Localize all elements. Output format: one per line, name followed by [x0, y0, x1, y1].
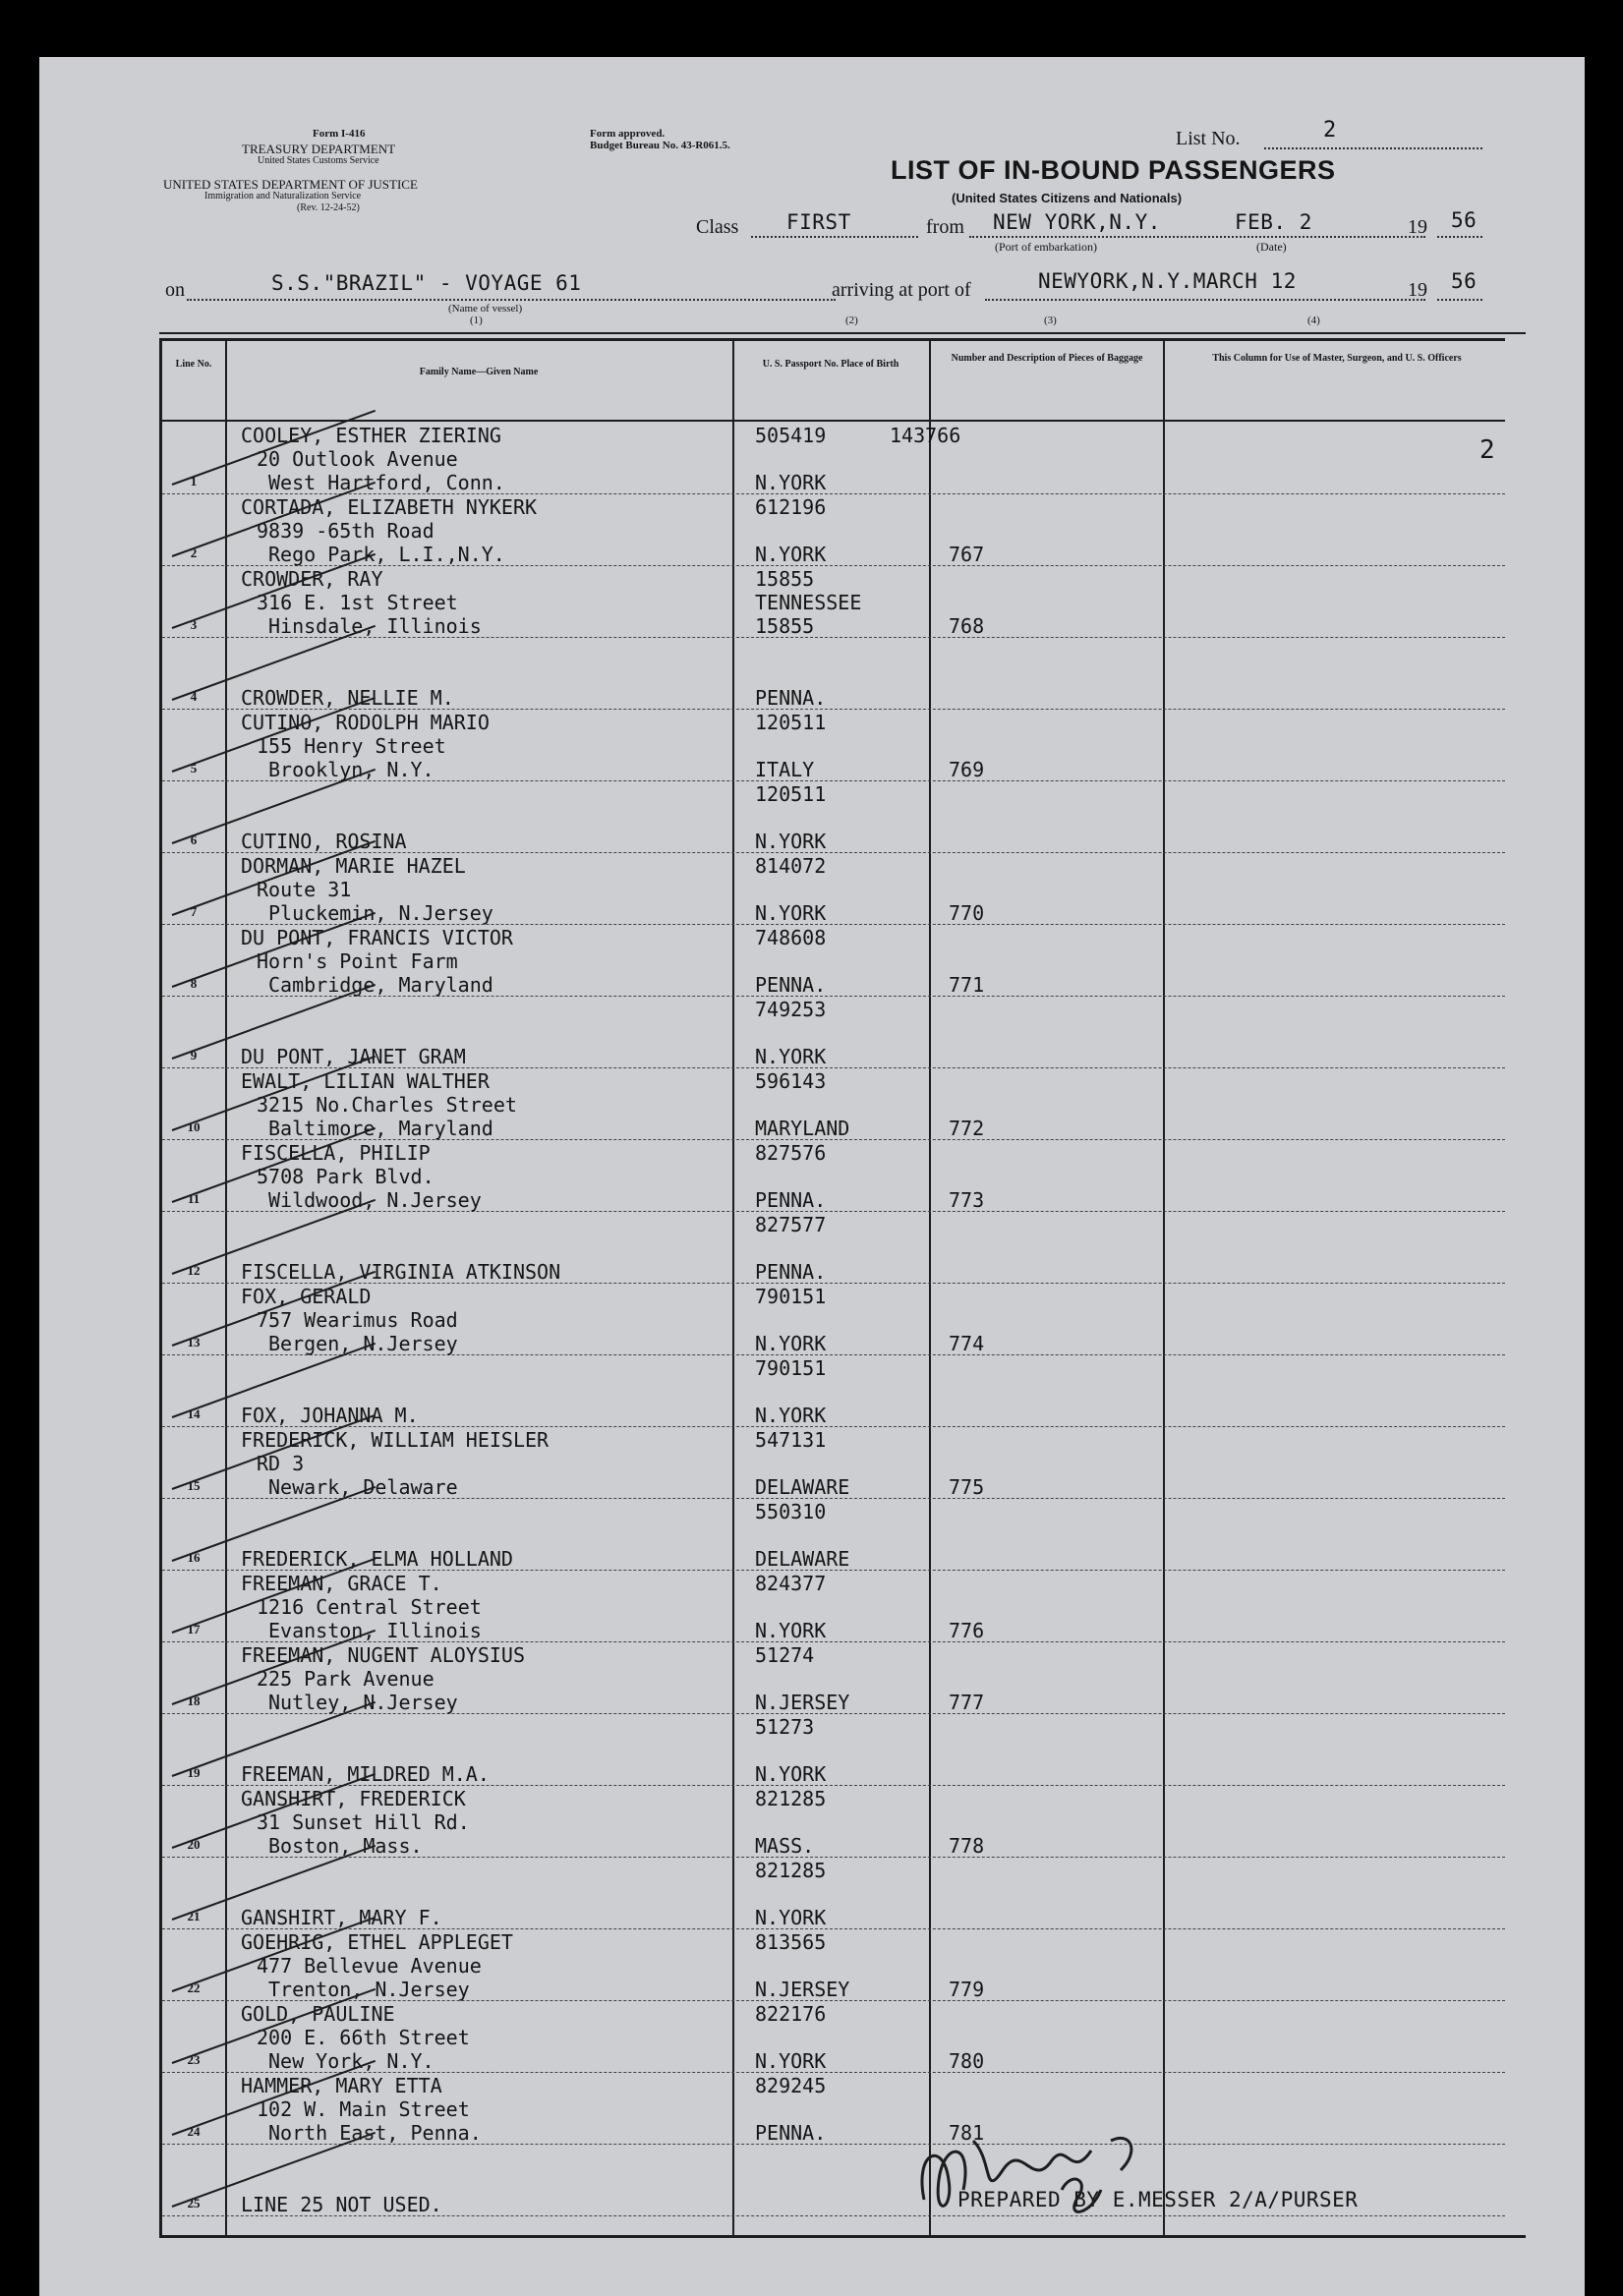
place-of-birth: N.YORK: [755, 1906, 827, 1929]
address-street: 757 Wearimus Road: [257, 1308, 458, 1332]
address-street: 477 Bellevue Avenue: [257, 1954, 482, 1978]
arrival-year: 56: [1451, 269, 1478, 293]
line-number: 20: [187, 1837, 201, 1852]
place-of-birth: N.YORK: [755, 1762, 827, 1786]
place-of-birth: N.YORK: [755, 830, 827, 853]
passport-number: 505419: [755, 424, 827, 447]
passenger-table: [159, 338, 1505, 2238]
address-street: 1216 Central Street: [257, 1595, 482, 1619]
baggage-number: 776: [949, 1619, 985, 1642]
table-row: [162, 1713, 1505, 1786]
address-street: 3215 No.Charles Street: [257, 1093, 517, 1117]
address-city: FISCELLA, VIRGINIA ATKINSON: [241, 1260, 561, 1284]
address-city: New York, N.Y.: [268, 2049, 435, 2073]
passport-number: 547131: [755, 1428, 827, 1452]
passenger-name: CROWDER, RAY: [241, 567, 383, 591]
address-street: 316 E. 1st Street: [257, 591, 458, 614]
list-no-value: 2: [1323, 118, 1337, 143]
place-of-birth: DELAWARE: [755, 1547, 850, 1571]
line-number: 23: [187, 2052, 201, 2067]
place-of-birth: N.JERSEY: [755, 1978, 850, 2001]
address-city: FOX, JOHANNA M.: [241, 1404, 419, 1427]
manifest-sheet: [39, 57, 1585, 2296]
col-num-2: (2): [845, 315, 858, 326]
address-street: 5708 Park Blvd.: [257, 1165, 435, 1188]
passenger-name: DU PONT, FRANCIS VICTOR: [241, 926, 513, 949]
arriving-label: arriving at port of: [832, 279, 971, 301]
arrival-value: NEWYORK,N.Y.MARCH 12: [1038, 269, 1297, 293]
place-of-birth: PENNA.: [755, 2121, 827, 2145]
passport-number: 120511: [755, 782, 827, 806]
place-of-birth: N.YORK: [755, 543, 827, 566]
table-row: [162, 1139, 1505, 1212]
place-of-birth: N.YORK: [755, 1619, 827, 1642]
place-of-birth: N.YORK: [755, 901, 827, 925]
table-row: [162, 1641, 1505, 1714]
address-street: 102 W. Main Street: [257, 2097, 470, 2121]
address-street: Route 31: [257, 878, 352, 901]
place-of-birth: PENNA.: [755, 686, 827, 710]
list-subtitle: (United States Citizens and Nationals): [952, 191, 1183, 205]
address-city: North East, Penna.: [268, 2121, 482, 2145]
address-city: CUTINO, ROSINA: [241, 830, 407, 853]
baggage-number: 769: [949, 758, 985, 781]
place-of-birth: N.YORK: [755, 1332, 827, 1355]
address-city: Brooklyn, N.Y.: [268, 758, 435, 781]
passport-number: 821285: [755, 1787, 827, 1810]
arrival-year-prefix: 19: [1408, 279, 1427, 301]
passport-number: 790151: [755, 1285, 827, 1308]
table-row: [162, 852, 1505, 925]
address-city: CROWDER, NELLIE M.: [241, 686, 454, 710]
table-row: [162, 1570, 1505, 1642]
table-row: [162, 1928, 1505, 2001]
address-street: RD 3: [257, 1452, 305, 1475]
passenger-name: CORTADA, ELIZABETH NYKERK: [241, 495, 538, 519]
from-year: 56: [1451, 208, 1478, 232]
line-number: 24: [187, 2124, 201, 2139]
address-city: Trenton, N.Jersey: [268, 1978, 470, 2001]
line-number: 19: [187, 1765, 201, 1780]
line-number: 2: [190, 545, 198, 560]
table-row: [162, 780, 1505, 853]
class-label: Class: [696, 216, 739, 238]
baggage-number: 143766: [890, 424, 961, 447]
table-row: [162, 2072, 1505, 2145]
baggage-number: 774: [949, 1332, 985, 1355]
top-rule: [159, 332, 1526, 334]
baggage-number: 781: [949, 2121, 985, 2145]
line-number: 9: [190, 1048, 198, 1062]
address-city: West Hartford, Conn.: [268, 471, 505, 494]
line-number: 12: [187, 1263, 201, 1278]
table-row: [162, 1283, 1505, 1355]
line-number: 25: [187, 2196, 201, 2210]
table-row: [162, 924, 1505, 997]
table-row: [162, 422, 1505, 494]
passport-number: 829245: [755, 2074, 827, 2097]
bottom-rule: [159, 2235, 1526, 2238]
line-number: 21: [187, 1909, 201, 1923]
address-street: Horn's Point Farm: [257, 949, 458, 973]
form-number: Form I-416: [313, 128, 366, 140]
address-city: Evanston, Illinois: [268, 1619, 482, 1642]
table-row: [162, 1785, 1505, 1858]
place-of-birth: N.YORK: [755, 1045, 827, 1068]
passenger-name: DORMAN, MARIE HAZEL: [241, 854, 466, 878]
from-value: NEW YORK,N.Y.: [993, 210, 1161, 234]
passenger-name: CUTINO, RODOLPH MARIO: [241, 711, 490, 734]
header-officers: This Column for Use of Master, Surgeon, and U. S. Officers: [1212, 353, 1462, 364]
list-no-line: [1264, 147, 1482, 149]
address-city: GANSHIRT, MARY F.: [241, 1906, 442, 1929]
signature-scribble: [904, 2082, 1199, 2229]
passport-number: 827577: [755, 1213, 827, 1236]
passport-number: 596143: [755, 1069, 827, 1093]
place-of-birth: DELAWARE: [755, 1475, 850, 1499]
line-number: 16: [187, 1550, 201, 1565]
table-row: [162, 1857, 1505, 1929]
table-row: [162, 996, 1505, 1068]
baggage-number: 773: [949, 1188, 985, 1212]
passport-number: 814072: [755, 854, 827, 878]
passenger-name: GOEHRIG, ETHEL APPLEGET: [241, 1930, 513, 1954]
vessel-caption: (Name of vessel): [448, 303, 523, 315]
address-city: Hinsdale, Illinois: [268, 614, 482, 638]
passport-number: 550310: [755, 1500, 827, 1523]
address-city: FREDERICK, ELMA HOLLAND: [241, 1547, 513, 1571]
place-of-birth: 15855: [755, 614, 815, 638]
table-row: [162, 493, 1505, 566]
line-number: 22: [187, 1980, 201, 1995]
col-num-4: (4): [1307, 315, 1320, 326]
table-row: [162, 637, 1505, 710]
passenger-name: FISCELLA, PHILIP: [241, 1141, 431, 1165]
address-city: DU PONT, JANET GRAM: [241, 1045, 466, 1068]
passport-number: TENNESSEE: [755, 591, 862, 614]
passenger-name: FREEMAN, NUGENT ALOYSIUS: [241, 1643, 525, 1667]
customs-service: United States Customs Service: [258, 155, 379, 166]
address-street: 9839 -65th Road: [257, 519, 435, 543]
passport-number: 822176: [755, 2002, 827, 2026]
from-year-prefix: 19: [1408, 216, 1427, 238]
baggage-number: 778: [949, 1834, 985, 1858]
address-city: Pluckemin, N.Jersey: [268, 901, 493, 925]
class-value: FIRST: [786, 210, 851, 234]
line-number: 17: [187, 1622, 201, 1636]
place-of-birth: N.YORK: [755, 2049, 827, 2073]
baggage-number: 767: [949, 543, 985, 566]
port-embark-caption: (Port of embarkation): [995, 240, 1097, 254]
list-title: LIST OF IN-BOUND PASSENGERS: [891, 155, 1336, 185]
address-city: Cambridge, Maryland: [268, 973, 493, 997]
on-label: on: [165, 279, 185, 301]
address-street: 200 E. 66th Street: [257, 2026, 470, 2049]
address-city: Rego Park, L.I.,N.Y.: [268, 543, 505, 566]
baggage-number: 775: [949, 1475, 985, 1499]
line-number: 13: [187, 1335, 201, 1349]
line-number: 14: [187, 1406, 201, 1421]
address-city: Nutley, N.Jersey: [268, 1691, 458, 1714]
line-number: 8: [190, 976, 198, 991]
line-number: 15: [187, 1478, 201, 1493]
from-line: [969, 236, 1425, 238]
place-of-birth: MARYLAND: [755, 1117, 850, 1140]
passenger-name: FREDERICK, WILLIAM HEISLER: [241, 1428, 550, 1452]
budget-bureau: Budget Bureau No. 43-R061.5.: [590, 140, 730, 151]
address-city: LINE 25 NOT USED.: [241, 2193, 442, 2216]
place-of-birth: MASS.: [755, 1834, 815, 1858]
from-year-line: [1437, 236, 1482, 238]
table-row: [162, 1211, 1505, 1284]
header-passport: U. S. Passport No. Place of Birth: [762, 359, 899, 370]
baggage-number: 770: [949, 901, 985, 925]
passport-number: 51273: [755, 1715, 815, 1739]
address-street: 225 Park Avenue: [257, 1667, 435, 1691]
prepared-by: PREPARED BY E.MESSER 2/A/PURSER: [957, 2188, 1359, 2211]
line-number: 11: [187, 1191, 201, 1206]
passenger-name: FOX, GERALD: [241, 1285, 372, 1308]
passenger-name: FREEMAN, GRACE T.: [241, 1572, 442, 1595]
justice-dept: UNITED STATES DEPARTMENT OF JUSTICE: [163, 177, 418, 192]
header-baggage: Number and Description of Pieces of Baggage: [951, 353, 1143, 364]
form-revision: (Rev. 12-24-52): [297, 202, 360, 213]
address-city: Newark, Delaware: [268, 1475, 458, 1499]
date-caption: (Date): [1256, 240, 1287, 254]
address-city: FREEMAN, MILDRED M.A.: [241, 1762, 490, 1786]
place-of-birth: PENNA.: [755, 1260, 827, 1284]
vessel-name: S.S."BRAZIL" - VOYAGE 61: [271, 271, 582, 295]
col-num-3: (3): [1044, 315, 1057, 326]
passport-number: 821285: [755, 1859, 827, 1882]
list-no-label: List No.: [1176, 128, 1241, 149]
table-row: [162, 1067, 1505, 1140]
passport-number: 790151: [755, 1356, 827, 1380]
table-row: [162, 1426, 1505, 1499]
table-row: [162, 1498, 1505, 1571]
line-number: 5: [190, 761, 198, 775]
passenger-name: COOLEY, ESTHER ZIERING: [241, 424, 501, 447]
passenger-name: GANSHIRT, FREDERICK: [241, 1787, 466, 1810]
from-date: FEB. 2: [1235, 210, 1312, 234]
table-row: [162, 1354, 1505, 1427]
passport-number: 749253: [755, 998, 827, 1021]
place-of-birth: PENNA.: [755, 973, 827, 997]
line-number: 7: [190, 904, 198, 919]
treasury-dept: TREASURY DEPARTMENT: [242, 142, 396, 156]
place-of-birth: PENNA.: [755, 1188, 827, 1212]
baggage-number: 777: [949, 1691, 985, 1714]
place-of-birth: ITALY: [755, 758, 815, 781]
baggage-number: 779: [949, 1978, 985, 2001]
passenger-name: HAMMER, MARY ETTA: [241, 2074, 442, 2097]
address-city: Boston, Mass.: [268, 1834, 423, 1858]
place-of-birth: N.YORK: [755, 471, 827, 494]
place-of-birth: N.YORK: [755, 1404, 827, 1427]
line-number: 18: [187, 1693, 201, 1708]
passenger-name: GOLD, PAULINE: [241, 2002, 395, 2026]
line-number: 1: [190, 474, 198, 488]
line-number: 3: [190, 617, 198, 632]
passport-number: 15855: [755, 567, 815, 591]
address-street: 20 Outlook Avenue: [257, 447, 458, 471]
address-street: 31 Sunset Hill Rd.: [257, 1810, 470, 1834]
place-of-birth: N.JERSEY: [755, 1691, 850, 1714]
arrival-year-line: [1437, 299, 1482, 301]
header-name: Family Name—Given Name: [419, 367, 539, 377]
baggage-number: 768: [949, 614, 985, 638]
address-city: Baltimore, Maryland: [268, 1117, 493, 1140]
table-row: [162, 565, 1505, 638]
class-line: [751, 236, 918, 238]
baggage-number: 780: [949, 2049, 985, 2073]
table-row: [162, 709, 1505, 781]
officer-mark: 2: [1479, 435, 1495, 465]
vessel-line: [187, 299, 836, 301]
ins-service: Immigration and Naturalization Service: [204, 191, 362, 201]
line-number: 6: [190, 832, 198, 847]
baggage-number: 771: [949, 973, 985, 997]
passport-number: 612196: [755, 495, 827, 519]
passport-number: 120511: [755, 711, 827, 734]
passport-number: 51274: [755, 1643, 815, 1667]
vessel-num: (1): [470, 315, 483, 326]
address-city: Bergen, N.Jersey: [268, 1332, 458, 1355]
passport-number: 827576: [755, 1141, 827, 1165]
passport-number: 748608: [755, 926, 827, 949]
line-number: 4: [190, 689, 198, 704]
address-street: 155 Henry Street: [257, 734, 446, 758]
arrival-line: [985, 299, 1425, 301]
passport-number: 824377: [755, 1572, 827, 1595]
passport-number: 813565: [755, 1930, 827, 1954]
line-number: 10: [187, 1119, 201, 1134]
header-line-no: Line No.: [175, 359, 212, 370]
form-approved: Form approved.: [590, 128, 666, 140]
passenger-name: EWALT, LILIAN WALTHER: [241, 1069, 490, 1093]
from-label: from: [926, 216, 964, 238]
baggage-number: 772: [949, 1117, 985, 1140]
address-city: Wildwood, N.Jersey: [268, 1188, 482, 1212]
table-row: [162, 2000, 1505, 2073]
